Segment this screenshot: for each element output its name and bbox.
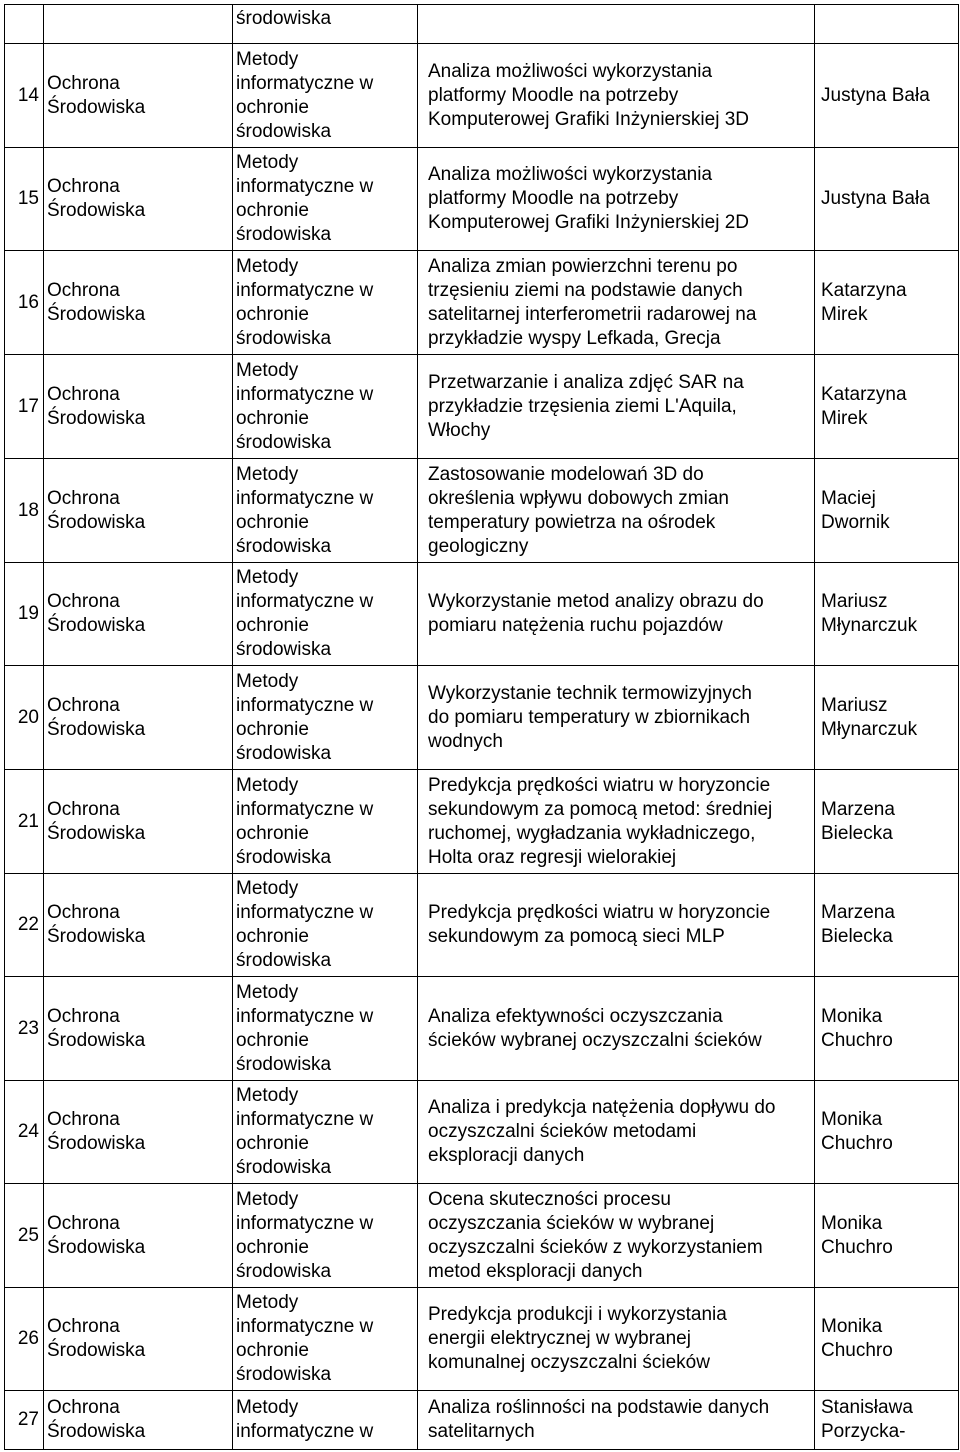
domain-text: Ochrona Środowiska <box>47 1212 146 1258</box>
domain-cell <box>44 251 233 355</box>
method-text: Metody informatyczne w ochronie środowiska <box>236 1085 374 1178</box>
title-cell <box>418 874 815 977</box>
title-cell <box>418 666 815 770</box>
title-cell <box>418 563 815 666</box>
title-text: Zastosowanie modelowań 3D do określenia wpływu dobowych zmian temperatury powietrza na ośrodek geologiczny <box>428 463 729 557</box>
domain-text: Ochrona Środowiska <box>47 902 146 947</box>
domain-cell <box>44 874 233 977</box>
supervisor-text: Marzena Bielecka <box>821 902 895 947</box>
title-text: Analiza zmian powierzchni terenu po trzęsieniu ziemi na podstawie danych satelitarnej interferometrii radarowej na przykładzie wyspy Lefkada, Grecja <box>428 255 757 349</box>
method-text: Metody informatyczne w ochronie środowiska <box>236 774 374 868</box>
row-number-text: 16 <box>17 291 39 313</box>
row-number-text: 26 <box>17 1328 39 1349</box>
title-cell <box>418 770 815 874</box>
supervisor-cell <box>815 874 959 977</box>
method-text: Metody informatyczne w ochronie środowiska <box>236 463 374 557</box>
method-text: Metody informatyczne w ochronie środowiska <box>236 1292 374 1385</box>
row-number-text: 24 <box>17 1121 39 1142</box>
supervisor-cell <box>815 563 959 666</box>
row-number-text: 23 <box>17 1017 39 1039</box>
row-number-text: 25 <box>17 1224 39 1246</box>
table-row <box>5 563 959 666</box>
supervisor-text: Mariusz Młynarczuk <box>821 591 918 636</box>
table-row <box>5 1288 959 1391</box>
domain-text: Ochrona Środowiska <box>47 176 146 221</box>
method-text: Metody informatyczne w ochronie środowiska <box>236 48 374 142</box>
row-number-text: 14 <box>17 84 39 106</box>
domain-cell <box>44 1391 233 1450</box>
row-number-cell <box>5 459 44 563</box>
supervisor-cell <box>815 251 959 355</box>
supervisor-cell <box>815 1081 959 1184</box>
method-cell <box>233 977 418 1081</box>
method-text: Metody informatyczne w ochronie środowiska <box>236 670 374 764</box>
row-number-cell <box>5 251 44 355</box>
supervisor-cell <box>815 148 959 251</box>
table-row <box>5 459 959 563</box>
table-row-top-partial <box>5 5 959 44</box>
supervisor-cell <box>815 44 959 148</box>
row-number-cell <box>5 44 44 148</box>
row-number-text: 20 <box>17 706 39 728</box>
table-row <box>5 666 959 770</box>
table-row <box>5 251 959 355</box>
method-text: Metody informatyczne w ochronie środowiska <box>236 255 374 349</box>
method-text: Metody informatyczne w <box>236 1397 374 1442</box>
row-number-text: 17 <box>17 395 39 417</box>
domain-text: Ochrona Środowiska <box>47 1316 146 1361</box>
supervisor-cell <box>815 1288 959 1391</box>
table-row <box>5 770 959 874</box>
method-cell <box>233 1288 418 1391</box>
supervisor-text: Monika Chuchro <box>821 1212 893 1258</box>
row-number-text: 21 <box>17 810 39 832</box>
domain-text: Ochrona Środowiska <box>47 1005 146 1051</box>
title-text: Ocena skuteczności procesu oczyszczania ścieków w wybranej oczyszczalni ścieków z wykorzystaniem metod eksploracji danych <box>428 1188 763 1282</box>
row-number-cell <box>5 666 44 770</box>
title-cell <box>418 251 815 355</box>
supervisor-text: Maciej Dwornik <box>821 487 890 533</box>
title-text: Predykcja prędkości wiatru w horyzoncie sekundowym za pomocą metod: średniej ruchomej, wygładzania wykładniczego, Holta oraz regresji wielorakiej <box>428 774 773 868</box>
supervisor-cell <box>815 977 959 1081</box>
method-text: Metody informatyczne w ochronie środowiska <box>236 1188 374 1282</box>
method-cell <box>233 874 418 977</box>
title-cell <box>418 355 815 459</box>
supervisor-text: Justyna Bała <box>821 84 930 106</box>
title-text: Predykcja produkcji i wykorzystania energii elektrycznej w wybranej komunalnej oczyszczalni ścieków <box>428 1304 727 1373</box>
title-cell <box>418 44 815 148</box>
domain-text: Ochrona Środowiska <box>47 591 146 636</box>
method-text: środowiska <box>236 8 332 29</box>
supervisor-text: Monika Chuchro <box>821 1005 893 1051</box>
supervisor-text: Stanisława Porzycka- <box>821 1397 913 1442</box>
row-number-cell <box>5 355 44 459</box>
domain-text: Ochrona Środowiska <box>47 279 146 325</box>
method-cell <box>233 1184 418 1288</box>
supervisor-text: Katarzyna Mirek <box>821 383 907 429</box>
supervisor-cell <box>815 770 959 874</box>
domain-cell <box>44 355 233 459</box>
domain-cell <box>44 666 233 770</box>
supervisor-cell <box>815 459 959 563</box>
row-number-text: 18 <box>17 499 39 521</box>
title-text: Predykcja prędkości wiatru w horyzoncie sekundowym za pomocą sieci MLP <box>428 902 771 947</box>
row-number-cell <box>5 5 44 44</box>
method-text: Metody informatyczne w ochronie środowiska <box>236 152 374 245</box>
title-text: Analiza możliwości wykorzystania platformy Moodle na potrzeby Komputerowej Grafiki Inżynierskiej 3D <box>428 60 750 130</box>
method-cell <box>233 666 418 770</box>
domain-cell <box>44 1184 233 1288</box>
title-cell <box>418 1391 815 1450</box>
table-row <box>5 874 959 977</box>
title-cell <box>418 148 815 251</box>
row-number-cell <box>5 977 44 1081</box>
table-row <box>5 977 959 1081</box>
title-cell <box>418 1288 815 1391</box>
title-cell <box>418 459 815 563</box>
row-number-text: 27 <box>17 1409 39 1430</box>
title-text: Analiza i predykcja natężenia dopływu do oczyszczalni ścieków metodami eksploracji danych <box>428 1097 776 1166</box>
method-cell <box>233 1081 418 1184</box>
thesis-topics-table <box>4 4 959 1450</box>
domain-text: Ochrona Środowiska <box>47 487 146 533</box>
supervisor-text: Mariusz Młynarczuk <box>821 694 918 740</box>
supervisor-text: Justyna Bała <box>821 188 930 209</box>
method-text: Metody informatyczne w ochronie środowiska <box>236 567 374 660</box>
row-number-cell <box>5 563 44 666</box>
domain-cell <box>44 5 233 44</box>
domain-text: Ochrona Środowiska <box>47 798 146 844</box>
title-cell <box>418 1184 815 1288</box>
title-text: Analiza możliwości wykorzystania platformy Moodle na potrzeby Komputerowej Grafiki Inżynierskiej 2D <box>428 164 750 233</box>
supervisor-cell <box>815 666 959 770</box>
domain-cell <box>44 977 233 1081</box>
method-text: Metody informatyczne w ochronie środowiska <box>236 359 374 453</box>
method-cell <box>233 563 418 666</box>
method-cell <box>233 5 418 44</box>
title-text: Analiza roślinności na podstawie danych satelitarnych <box>428 1397 770 1442</box>
supervisor-text: Katarzyna Mirek <box>821 279 907 325</box>
title-cell <box>418 5 815 44</box>
method-cell <box>233 1391 418 1450</box>
domain-cell <box>44 44 233 148</box>
domain-text: Ochrona Środowiska <box>47 383 146 429</box>
row-number-cell <box>5 874 44 977</box>
row-number-cell <box>5 770 44 874</box>
supervisor-text: Monika Chuchro <box>821 1316 893 1361</box>
row-number-cell <box>5 1288 44 1391</box>
method-cell <box>233 251 418 355</box>
domain-text: Ochrona Środowiska <box>47 72 146 118</box>
supervisor-cell <box>815 1184 959 1288</box>
row-number-cell <box>5 1081 44 1184</box>
domain-cell <box>44 1081 233 1184</box>
supervisor-cell <box>815 1391 959 1450</box>
row-number-cell <box>5 1391 44 1450</box>
method-cell <box>233 770 418 874</box>
supervisor-cell <box>815 355 959 459</box>
table-row <box>5 1391 959 1450</box>
supervisor-text: Monika Chuchro <box>821 1109 893 1154</box>
row-number-cell <box>5 148 44 251</box>
table-row <box>5 148 959 251</box>
row-number-text: 19 <box>17 603 39 624</box>
title-cell <box>418 977 815 1081</box>
table-row <box>5 355 959 459</box>
domain-cell <box>44 1288 233 1391</box>
domain-cell <box>44 148 233 251</box>
row-number-text: 15 <box>17 188 39 209</box>
domain-cell <box>44 770 233 874</box>
row-number-cell <box>5 1184 44 1288</box>
domain-text: Ochrona Środowiska <box>47 694 146 740</box>
domain-cell <box>44 563 233 666</box>
method-text: Metody informatyczne w ochronie środowiska <box>236 981 374 1075</box>
title-text: Wykorzystanie metod analizy obrazu do pomiaru natężenia ruchu pojazdów <box>428 591 764 636</box>
title-text: Analiza efektywności oczyszczania ścieków wybranej oczyszczalni ścieków <box>428 1005 762 1051</box>
table-row <box>5 44 959 148</box>
supervisor-cell <box>815 5 959 44</box>
table-row <box>5 1184 959 1288</box>
title-text: Przetwarzanie i analiza zdjęć SAR na przykładzie trzęsienia ziemi L'Aquila, Włochy <box>428 371 744 441</box>
domain-cell <box>44 459 233 563</box>
method-text: Metody informatyczne w ochronie środowiska <box>236 878 374 971</box>
table-row <box>5 1081 959 1184</box>
row-number-text: 22 <box>17 914 39 935</box>
method-cell <box>233 459 418 563</box>
domain-text: Ochrona Środowiska <box>47 1109 146 1154</box>
method-cell <box>233 44 418 148</box>
method-cell <box>233 148 418 251</box>
supervisor-text: Marzena Bielecka <box>821 798 895 844</box>
title-cell <box>418 1081 815 1184</box>
title-text: Wykorzystanie technik termowizyjnych do pomiaru temperatury w zbiornikach wodnych <box>428 682 752 752</box>
domain-text: Ochrona Środowiska <box>47 1397 146 1442</box>
method-cell <box>233 355 418 459</box>
